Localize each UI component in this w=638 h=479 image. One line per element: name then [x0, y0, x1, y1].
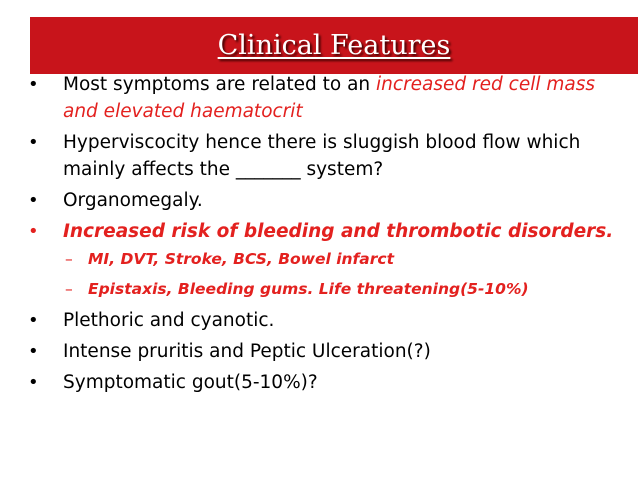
slide-title: Clinical Features — [217, 30, 451, 61]
bullet-gout — [16, 369, 616, 396]
sub-bullet-list — [63, 247, 616, 302]
bullet-organomegaly — [16, 187, 616, 214]
bullet-text: Hyperviscocity hence there is sluggish blood flow which mainly affects the _______ system? — [63, 132, 581, 180]
bullet-marker: • — [28, 132, 39, 153]
bullet-pruritis — [16, 338, 616, 365]
sub-bullet-marker: – — [65, 250, 73, 268]
bullet-marker: • — [28, 372, 39, 393]
bullet-marker: • — [28, 341, 39, 362]
bullet-text: Intense pruritis and Peptic Ulceration(?) — [63, 341, 431, 362]
sub-bullet-text: Epistaxis, Bleeding gums. Life threatening(5-10%) — [88, 280, 529, 298]
bullet-text: Most symptoms are related to an — [63, 74, 377, 95]
sub-bullet-bleeding — [63, 277, 616, 302]
bullet-marker: • — [28, 310, 39, 331]
bullet-bleeding-risk — [16, 218, 616, 302]
sub-bullet-text: MI, DVT, Stroke, BCS, Bowel infarct — [88, 250, 395, 268]
bullet-text: Increased risk of bleeding and thrombotic disorders. — [63, 221, 614, 242]
bullet-symptoms — [16, 71, 616, 125]
bullet-highlight: increased red cell mass and elevated haematocrit — [63, 74, 595, 122]
bullet-marker: • — [28, 190, 39, 211]
bullet-marker: • — [28, 221, 39, 242]
bullet-text: Plethoric and cyanotic. — [63, 310, 275, 331]
bullet-hyperviscosity — [16, 129, 616, 183]
bullet-marker: • — [28, 74, 39, 95]
bullet-text: Symptomatic gout(5-10%)? — [63, 372, 318, 393]
bullet-text: Organomegaly. — [63, 190, 203, 211]
bullet-plethoric — [16, 307, 616, 334]
sub-bullet-thrombotic — [63, 247, 616, 272]
sub-bullet-marker: – — [65, 280, 73, 298]
bullet-list — [16, 71, 616, 400]
